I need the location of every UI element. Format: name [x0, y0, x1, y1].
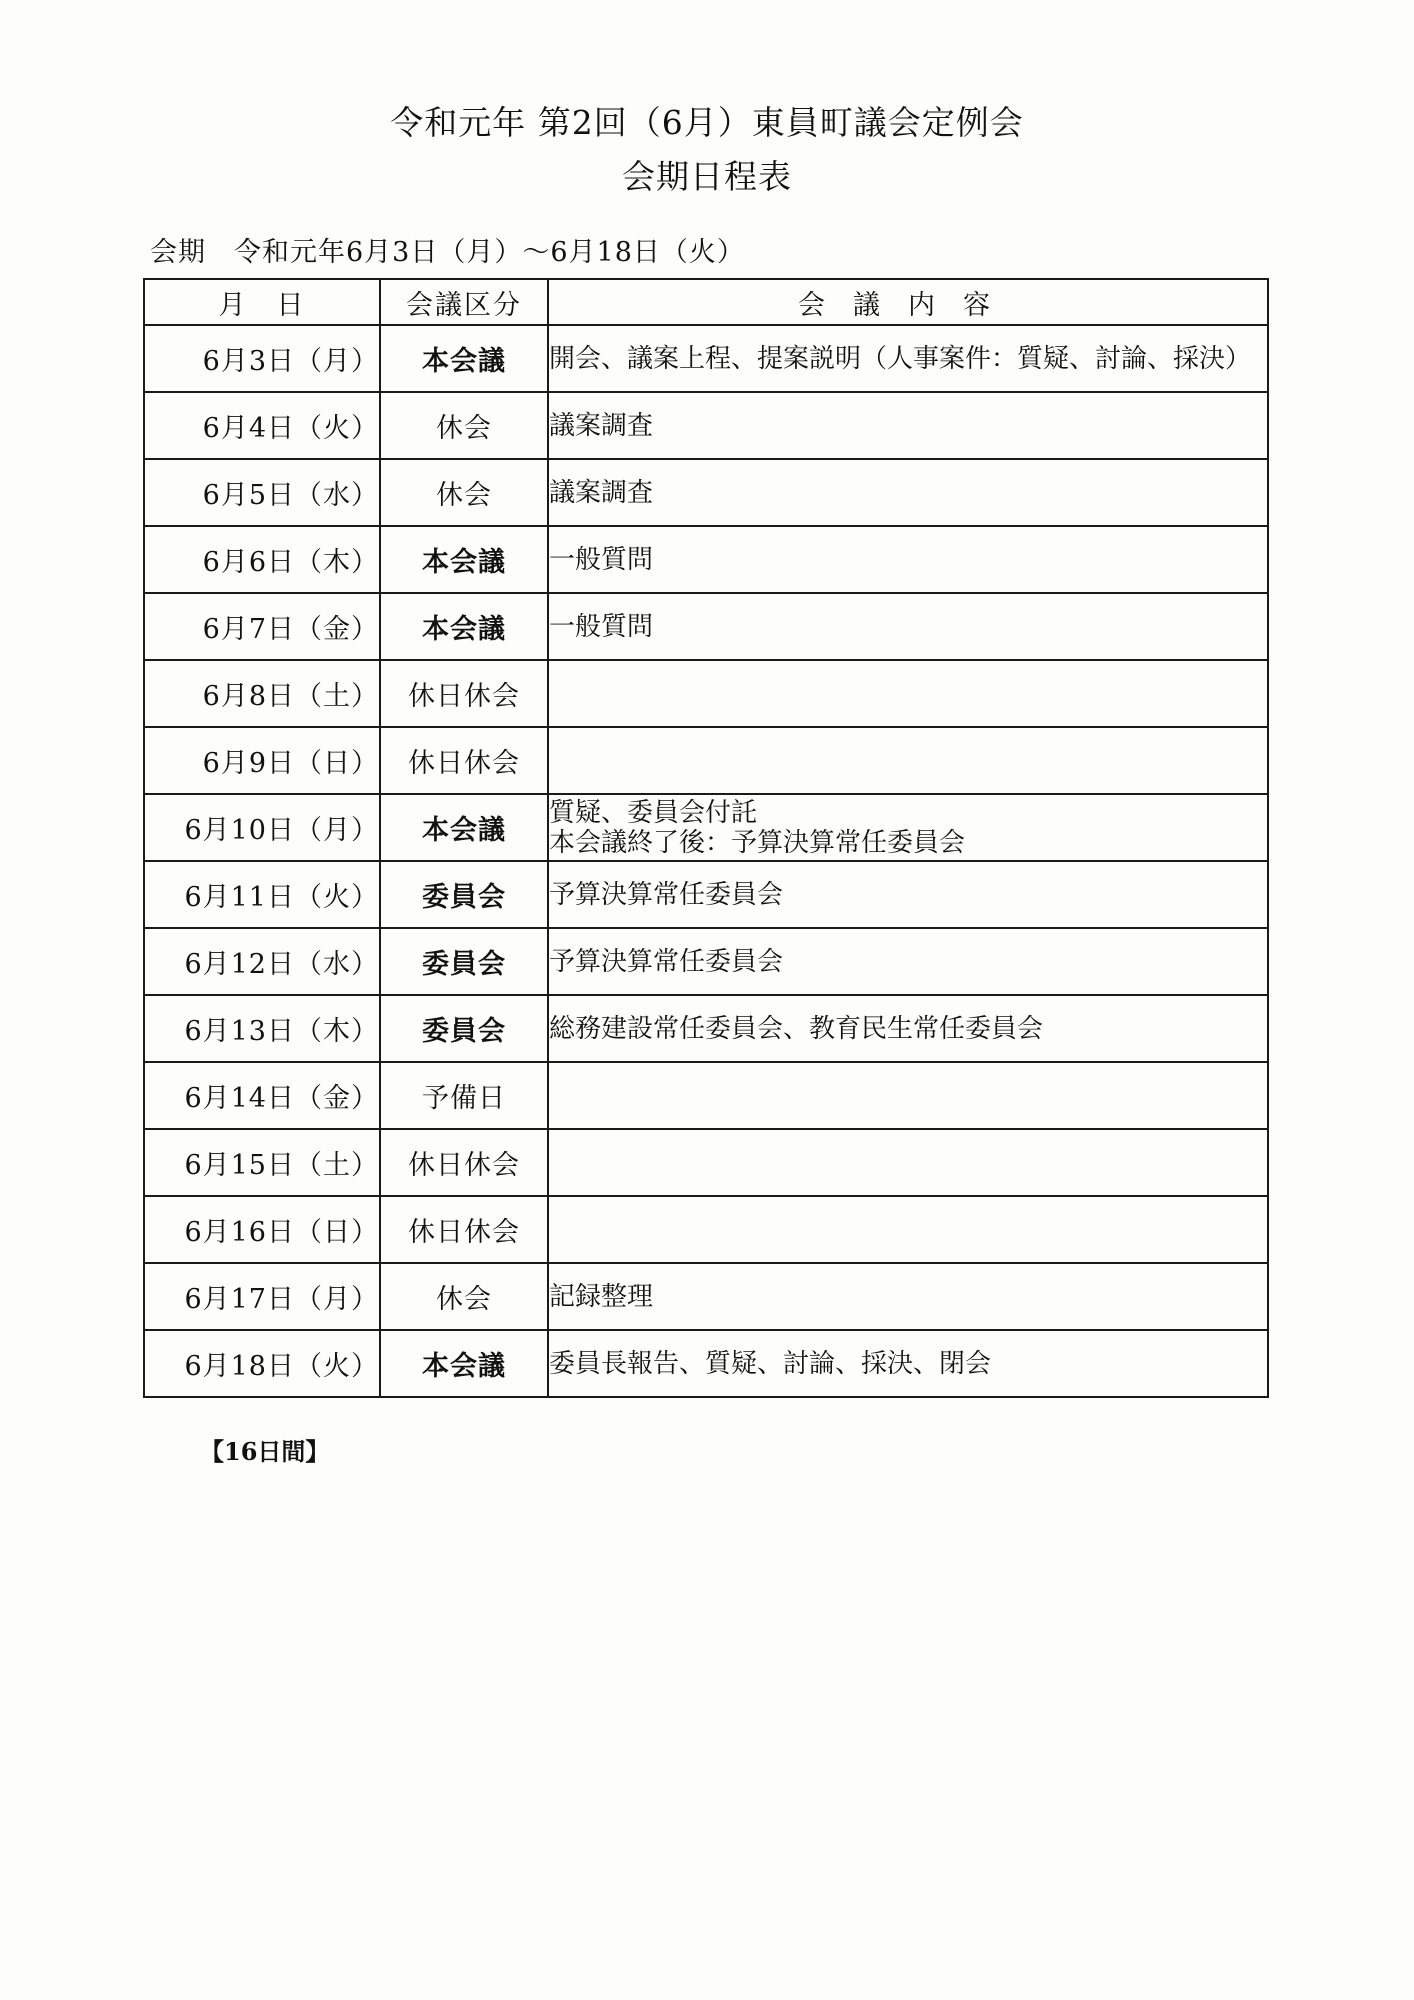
row-date: 6月3日（月）: [144, 325, 380, 392]
table-row: [144, 459, 1268, 526]
table-row: [144, 526, 1268, 593]
row-content: 一般質問: [548, 526, 1268, 593]
row-content: [548, 1129, 1268, 1196]
row-meeting-type: 委員会: [380, 861, 548, 928]
table-row: [144, 794, 1268, 861]
row-date: 6月14日（金）: [144, 1062, 380, 1129]
row-content: 委員長報告、質疑、討論、採決、閉会: [548, 1330, 1268, 1397]
row-date: 6月7日（金）: [144, 593, 380, 660]
row-content: 予算決算常任委員会: [548, 861, 1268, 928]
row-date: 6月16日（日）: [144, 1196, 380, 1263]
row-meeting-type: 休会: [380, 1263, 548, 1330]
table-row: [144, 1263, 1268, 1330]
schedule-table: [143, 278, 1269, 1398]
table-row: [144, 325, 1268, 392]
row-content: 開会、議案上程、提案説明（人事案件：質疑、討論、採決）: [548, 325, 1268, 392]
table-row: [144, 1129, 1268, 1196]
row-meeting-type: 休日休会: [380, 1129, 548, 1196]
table-row: [144, 727, 1268, 794]
row-meeting-type: 委員会: [380, 995, 548, 1062]
title-line-2: 会期日程表: [622, 157, 792, 196]
row-date: 6月11日（火）: [144, 861, 380, 928]
row-content: 総務建設常任委員会、教育民生常任委員会: [548, 995, 1268, 1062]
row-content: [548, 1062, 1268, 1129]
row-meeting-type: 本会議: [380, 794, 548, 861]
row-content: [548, 727, 1268, 794]
row-content: 一般質問: [548, 593, 1268, 660]
table-header-row: [144, 279, 1268, 325]
row-content: 議案調査: [548, 459, 1268, 526]
row-content: 予算決算常任委員会: [548, 928, 1268, 995]
table-row: [144, 392, 1268, 459]
row-meeting-type: 本会議: [380, 526, 548, 593]
table-row: [144, 1330, 1268, 1397]
header-type: 会議区分: [380, 279, 548, 325]
row-content: 議案調査: [548, 392, 1268, 459]
table-row: [144, 861, 1268, 928]
row-date: 6月8日（土）: [144, 660, 380, 727]
row-meeting-type: 委員会: [380, 928, 548, 995]
table-row: [144, 995, 1268, 1062]
session-period: 会期 令和元年6月3日（月）～6月18日（火）: [150, 237, 745, 268]
row-date: 6月18日（火）: [144, 1330, 380, 1397]
row-meeting-type: 休会: [380, 392, 548, 459]
row-content: [548, 1196, 1268, 1263]
title-line-1: 令和元年 第2回（6月）東員町議会定例会: [390, 103, 1024, 142]
table-row: [144, 928, 1268, 995]
table-row: [144, 1062, 1268, 1129]
row-date: 6月10日（月）: [144, 794, 380, 861]
row-date: 6月4日（火）: [144, 392, 380, 459]
row-date: 6月9日（日）: [144, 727, 380, 794]
row-meeting-type: 休会: [380, 459, 548, 526]
row-content: 記録整理: [548, 1263, 1268, 1330]
table-row: [144, 660, 1268, 727]
row-meeting-type: 予備日: [380, 1062, 548, 1129]
row-meeting-type: 本会議: [380, 1330, 548, 1397]
row-date: 6月15日（土）: [144, 1129, 380, 1196]
table-row: [144, 593, 1268, 660]
row-date: 6月13日（木）: [144, 995, 380, 1062]
row-meeting-type: 本会議: [380, 593, 548, 660]
schedule-body: [144, 325, 1268, 1397]
total-days-note: 【16日間】: [200, 1437, 330, 1466]
row-meeting-type: 本会議: [380, 325, 548, 392]
row-meeting-type: 休日休会: [380, 660, 548, 727]
row-date: 6月6日（木）: [144, 526, 380, 593]
row-content: [548, 660, 1268, 727]
table-row: [144, 1196, 1268, 1263]
header-content: 会議内容: [548, 279, 1268, 325]
row-meeting-type: 休日休会: [380, 1196, 548, 1263]
row-meeting-type: 休日休会: [380, 727, 548, 794]
document-title: [0, 100, 1414, 200]
row-date: 6月12日（水）: [144, 928, 380, 995]
row-content: 質疑、委員会付託 本会議終了後：予算決算常任委員会: [548, 794, 1268, 861]
row-date: 6月5日（水）: [144, 459, 380, 526]
row-date: 6月17日（月）: [144, 1263, 380, 1330]
header-date: 月 日: [144, 279, 380, 325]
